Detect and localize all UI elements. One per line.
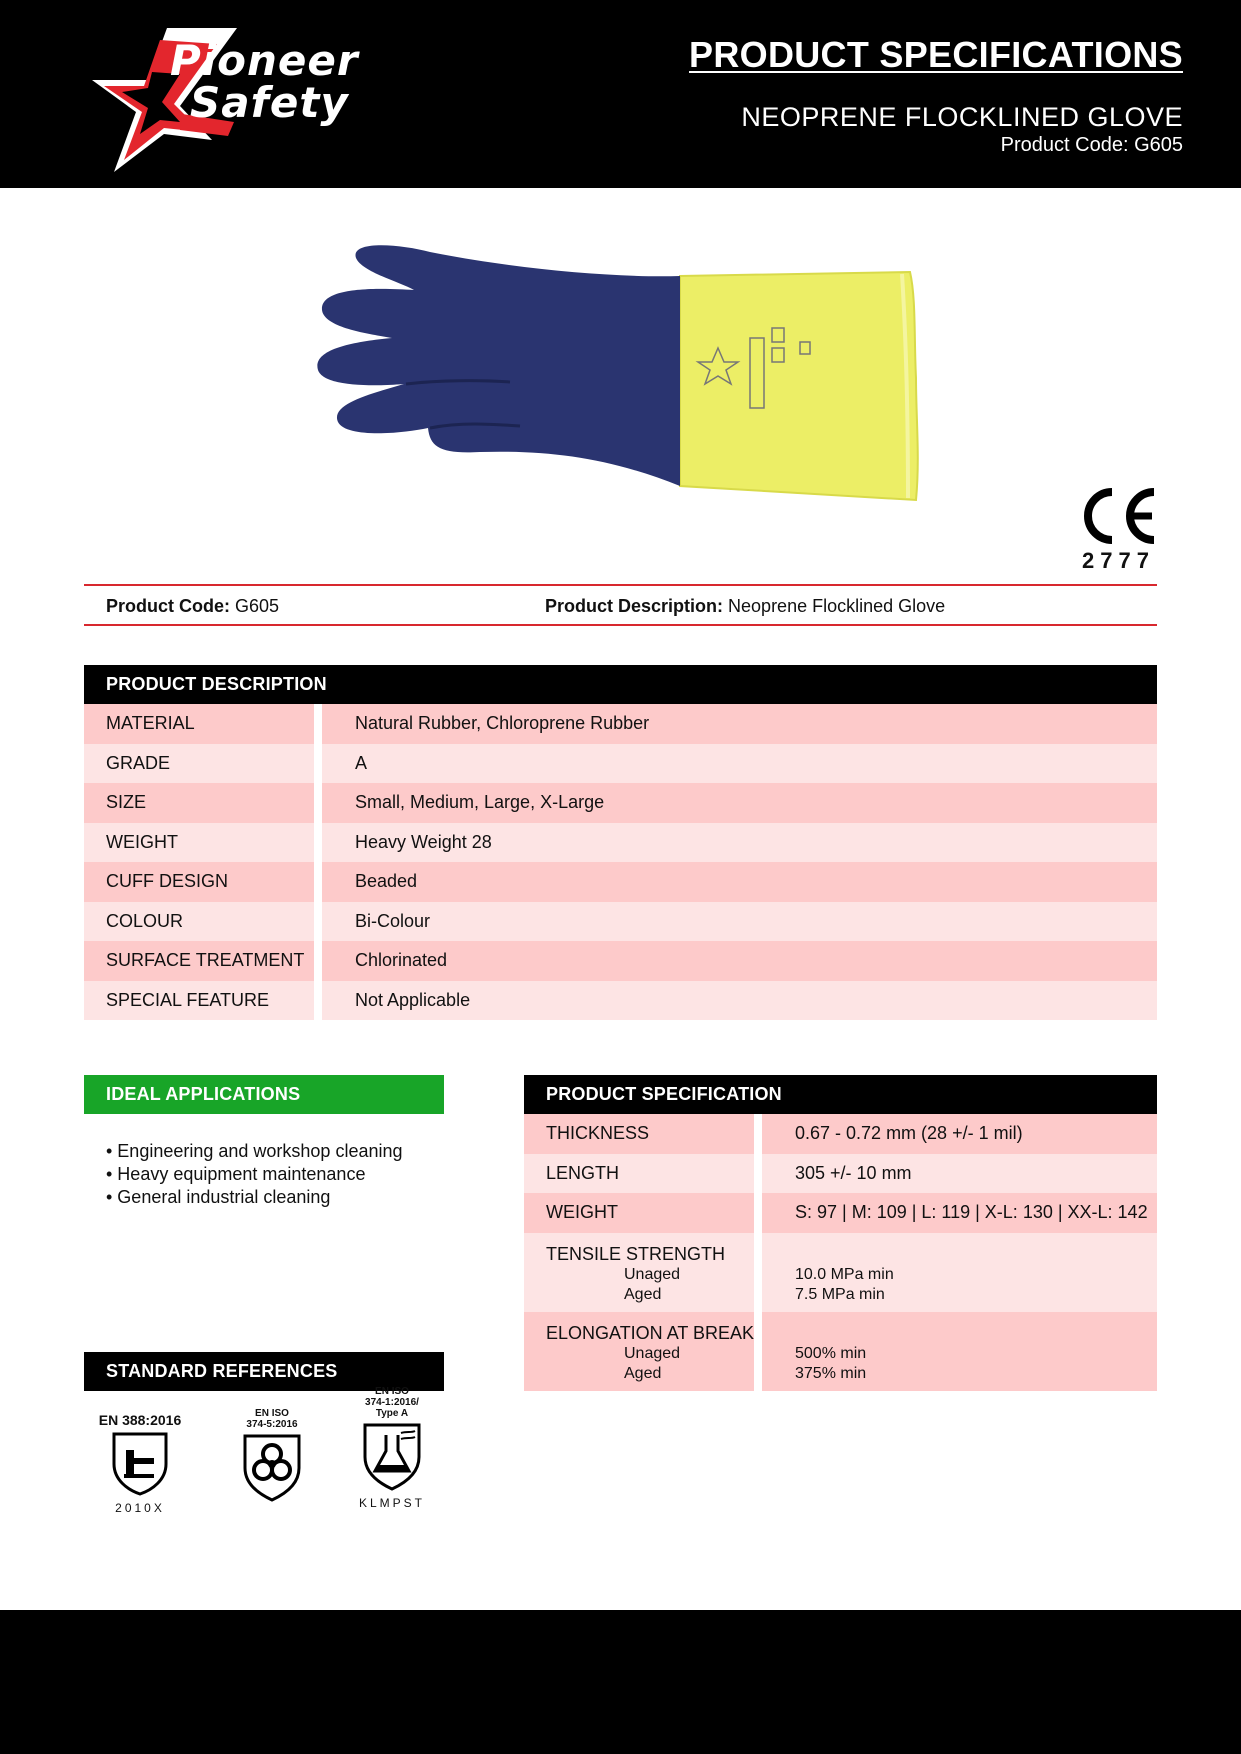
table-row [524, 1114, 1157, 1154]
spec-label-group [524, 1233, 754, 1312]
pioneer-safety-logo [52, 22, 382, 177]
badge-title-l2: 374-1:2016/ [365, 1397, 419, 1408]
hammer-shield-icon [110, 1430, 170, 1496]
en-iso-374-5-badge [232, 1408, 312, 1507]
standard-references-badges [84, 1386, 464, 1522]
spec-value-group [762, 1312, 1157, 1391]
description-label: WEIGHT [84, 823, 314, 863]
description-value: Heavy Weight 28 [322, 823, 1157, 863]
badge-caption: KLMPST [358, 1496, 425, 1510]
list-item: • Engineering and workshop cleaning [106, 1141, 403, 1161]
product-specification-heading: PRODUCT SPECIFICATION [524, 1075, 1157, 1114]
en-iso-374-1-badge [352, 1386, 432, 1510]
table-row [524, 1312, 1157, 1391]
table-row [524, 1154, 1157, 1194]
table-row [84, 823, 1157, 863]
description-label: CUFF DESIGN [84, 862, 314, 902]
product-code-bar [84, 584, 1157, 626]
logo-wordmark [170, 36, 359, 127]
description-label: SURFACE TREATMENT [84, 941, 314, 981]
list-item: • Heavy equipment maintenance [106, 1164, 366, 1184]
spec-sub-label: Aged [624, 1285, 662, 1303]
spec-sub-label: Unaged [624, 1265, 681, 1283]
badge-title: EN 388:2016 [98, 1412, 182, 1428]
spec-value: S: 97 | M: 109 | L: 119 | X-L: 130 | XX-L: 142 [762, 1193, 1157, 1233]
spec-sub-label: Unaged [624, 1344, 681, 1362]
description-value: Small, Medium, Large, X-Large [322, 783, 1157, 823]
table-row [84, 744, 1157, 784]
table-row [84, 902, 1157, 942]
product-description-table [84, 704, 1157, 1020]
glove-product-image [310, 238, 930, 518]
table-row [84, 941, 1157, 981]
table-row [84, 704, 1157, 744]
spec-label: ELONGATION AT BREAK [546, 1322, 755, 1343]
table-row [84, 862, 1157, 902]
description-value: Chlorinated [322, 941, 1157, 981]
footer-bar [0, 1610, 1241, 1754]
product-code-field [106, 596, 279, 617]
table-row [524, 1233, 1157, 1312]
spec-label: LENGTH [524, 1154, 754, 1194]
badge-title-l3: Type A [375, 1408, 409, 1419]
description-label: SPECIAL FEATURE [84, 981, 314, 1021]
spec-value: 0.67 - 0.72 mm (28 +/- 1 mil) [762, 1114, 1157, 1154]
description-label: MATERIAL [84, 704, 314, 744]
description-value: A [322, 744, 1157, 784]
spec-label: THICKNESS [524, 1114, 754, 1154]
spec-value: 7.5 MPa min [795, 1285, 885, 1303]
spec-label-group [524, 1312, 754, 1391]
product-code-value: G605 [235, 596, 280, 616]
table-row [84, 783, 1157, 823]
ce-mark-icon [1076, 486, 1158, 546]
product-description-value: Neoprene Flocklined Glove [728, 596, 946, 616]
table-row [524, 1193, 1157, 1233]
description-value: Not Applicable [322, 981, 1157, 1021]
badge-title-l1: EN ISO [255, 1408, 289, 1419]
badge-title-l2: 374-5:2016 [246, 1419, 298, 1430]
ideal-applications-list [106, 1140, 403, 1209]
spec-sub-label: Aged [624, 1364, 662, 1382]
spec-value: 10.0 MPa min [795, 1265, 894, 1283]
badge-title-l1: EN ISO [375, 1386, 409, 1397]
spec-value: 500% min [795, 1344, 867, 1362]
spec-label: WEIGHT [524, 1193, 754, 1233]
standard-references-heading: STANDARD REFERENCES [84, 1352, 444, 1391]
logo-line-1: Pioneer [170, 36, 359, 85]
spec-value: 375% min [795, 1364, 867, 1382]
product-description-label: Product Description: [545, 596, 724, 616]
spec-value-group [762, 1233, 1157, 1312]
description-label: GRADE [84, 744, 314, 784]
spec-value: 305 +/- 10 mm [762, 1154, 1157, 1194]
en388-badge [90, 1412, 190, 1515]
header-product-code: Product Code: G605 [1000, 134, 1183, 156]
logo-line-2: Safety [190, 78, 349, 127]
product-name: NEOPRENE FLOCKLINED GLOVE [741, 102, 1183, 132]
ce-notified-body-number: 2777 [1082, 548, 1155, 573]
product-code-label: Product Code: [106, 596, 230, 616]
product-specification-table [524, 1114, 1157, 1391]
biohazard-shield-icon [241, 1432, 303, 1502]
product-description-field [545, 596, 945, 617]
description-value: Beaded [322, 862, 1157, 902]
spec-label: TENSILE STRENGTH [546, 1243, 726, 1264]
header-bar [0, 0, 1241, 188]
page-title: PRODUCT SPECIFICATIONS [689, 34, 1183, 75]
ideal-applications-heading: IDEAL APPLICATIONS [84, 1075, 444, 1114]
list-item: • General industrial cleaning [106, 1187, 331, 1207]
description-label: COLOUR [84, 902, 314, 942]
description-label: SIZE [84, 783, 314, 823]
badge-caption: 2010X [115, 1501, 165, 1515]
product-description-heading: PRODUCT DESCRIPTION [84, 665, 1157, 704]
flask-shield-icon [361, 1421, 423, 1491]
description-value: Natural Rubber, Chloroprene Rubber [322, 704, 1157, 744]
table-row [84, 981, 1157, 1021]
description-value: Bi-Colour [322, 902, 1157, 942]
